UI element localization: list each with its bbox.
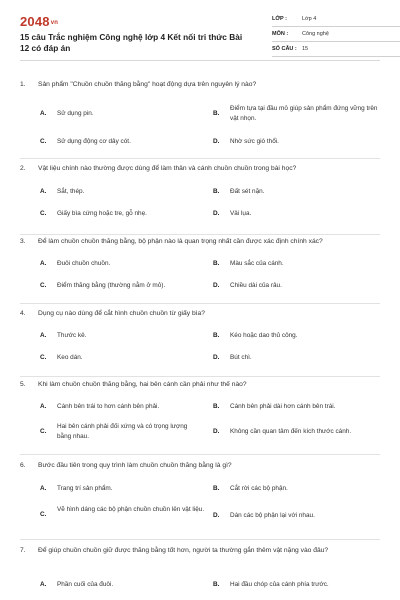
- option-d[interactable]: D. Vải lụa.: [213, 210, 252, 217]
- question-text: 7. Để giúp chuồn chuồn giữ được thăng bằng tốt hơn, người ta thường gắn thêm vật nặng vào đâu?: [20, 547, 329, 554]
- option-b[interactable]: B. Cắt rời các bộ phận.: [213, 485, 288, 492]
- page-header: [20, 0, 380, 61]
- question-6: [20, 461, 380, 540]
- meta-grade: [272, 12, 400, 27]
- option-b[interactable]: B. Đất sét nặn.: [213, 188, 265, 195]
- question-text: 1. Sản phẩm "Chuồn chuồn thăng bằng" hoạt động dựa trên nguyên lý nào?: [20, 81, 257, 88]
- question-text: 2. Vật liệu chính nào thường được dùng để làm thân và cánh chuồn chuồn trong bài học?: [20, 165, 297, 172]
- option-c[interactable]: C. Sử dụng động cơ dây cót.: [40, 138, 131, 145]
- option-d[interactable]: D. Bút chì.: [213, 354, 252, 361]
- meta-value: 15: [302, 46, 309, 52]
- option-c[interactable]: C. Giấy bìa cứng hoặc tre, gỗ nhẹ.: [40, 210, 147, 217]
- option-d[interactable]: D. Dán các bộ phận lại với nhau.: [213, 512, 315, 519]
- option-c[interactable]: C. Hai bên cánh phải đối xứng và có trọng lượng bằng nhau.: [40, 423, 188, 440]
- option-b[interactable]: B. Kéo hoặc dao thủ công.: [213, 332, 298, 339]
- option-a[interactable]: A. Thước kẻ.: [40, 332, 87, 339]
- option-a[interactable]: A. Trang trí sản phẩm.: [40, 485, 113, 492]
- option-c[interactable]: C. Vẽ hình dáng các bộ phận chuồn chuồn lên vật liệu.: [40, 506, 205, 518]
- question-1: [20, 80, 380, 159]
- meta-key: MÔN :: [272, 31, 289, 37]
- meta-value: Công nghệ: [302, 31, 329, 37]
- question-text: 4. Dụng cụ nào dùng để cắt hình chuồn chuồn từ giấy bìa?: [20, 310, 205, 317]
- meta-value: Lớp 4: [302, 16, 317, 22]
- question-2: [20, 164, 380, 235]
- option-c[interactable]: C. Keo dán.: [40, 354, 83, 361]
- option-c[interactable]: C. Điểm thăng bằng (thường nằm ở mỏ).: [40, 282, 166, 289]
- option-a[interactable]: A. Sử dụng pin.: [40, 110, 94, 117]
- option-d[interactable]: D. Không cần quan tâm đến kích thước cánh.: [213, 428, 352, 435]
- meta-question-count: [272, 42, 400, 57]
- question-text: 6. Bước đầu tiên trong quy trình làm chuồn chuồn thăng bằng là gì?: [20, 462, 232, 469]
- option-a[interactable]: A. Phần cuối của đuôi.: [40, 581, 114, 588]
- question-7: [20, 546, 380, 596]
- option-b[interactable]: B. Hai đầu chóp của cánh phía trước.: [213, 581, 329, 588]
- option-a[interactable]: A. Đuôi chuồn chuồn.: [40, 260, 111, 267]
- option-d[interactable]: D. Chiều dài của râu.: [213, 282, 282, 289]
- option-b[interactable]: B. Màu sắc của cánh.: [213, 260, 284, 267]
- question-5: [20, 380, 380, 455]
- question-text: 3. Để làm chuồn chuồn thăng bằng, bộ phận nào là quan trọng nhất cần được xác định chính xác?: [20, 238, 323, 245]
- question-text: 5. Khi làm chuồn chuồn thăng bằng, hai bên cánh cần phải như thế nào?: [20, 381, 247, 388]
- site-logo[interactable]: 2048vn: [20, 14, 59, 29]
- page-title: 15 câu Trắc nghiệm Công nghệ lớp 4 Kết nối tri thức Bài 12 có đáp án: [20, 32, 243, 53]
- question-4: [20, 309, 380, 377]
- option-b[interactable]: B. Cánh bên phải dài hơn cánh bên trái.: [213, 403, 336, 410]
- option-d[interactable]: D. Nhờ sức gió thổi.: [213, 138, 279, 145]
- meta-subject: [272, 27, 400, 42]
- option-b[interactable]: B. Điểm tựa tại đầu mỏ giúp sản phẩm đứng vững trên vật nhọn.: [213, 105, 378, 122]
- meta-key: LỚP :: [272, 16, 287, 22]
- option-a[interactable]: A. Sắt, thép.: [40, 188, 85, 195]
- question-3: [20, 237, 380, 304]
- quiz-meta: [272, 12, 400, 57]
- option-a[interactable]: A. Cánh bên trái to hơn cánh bên phải.: [40, 403, 160, 410]
- meta-key: SỐ CÂU :: [272, 46, 297, 52]
